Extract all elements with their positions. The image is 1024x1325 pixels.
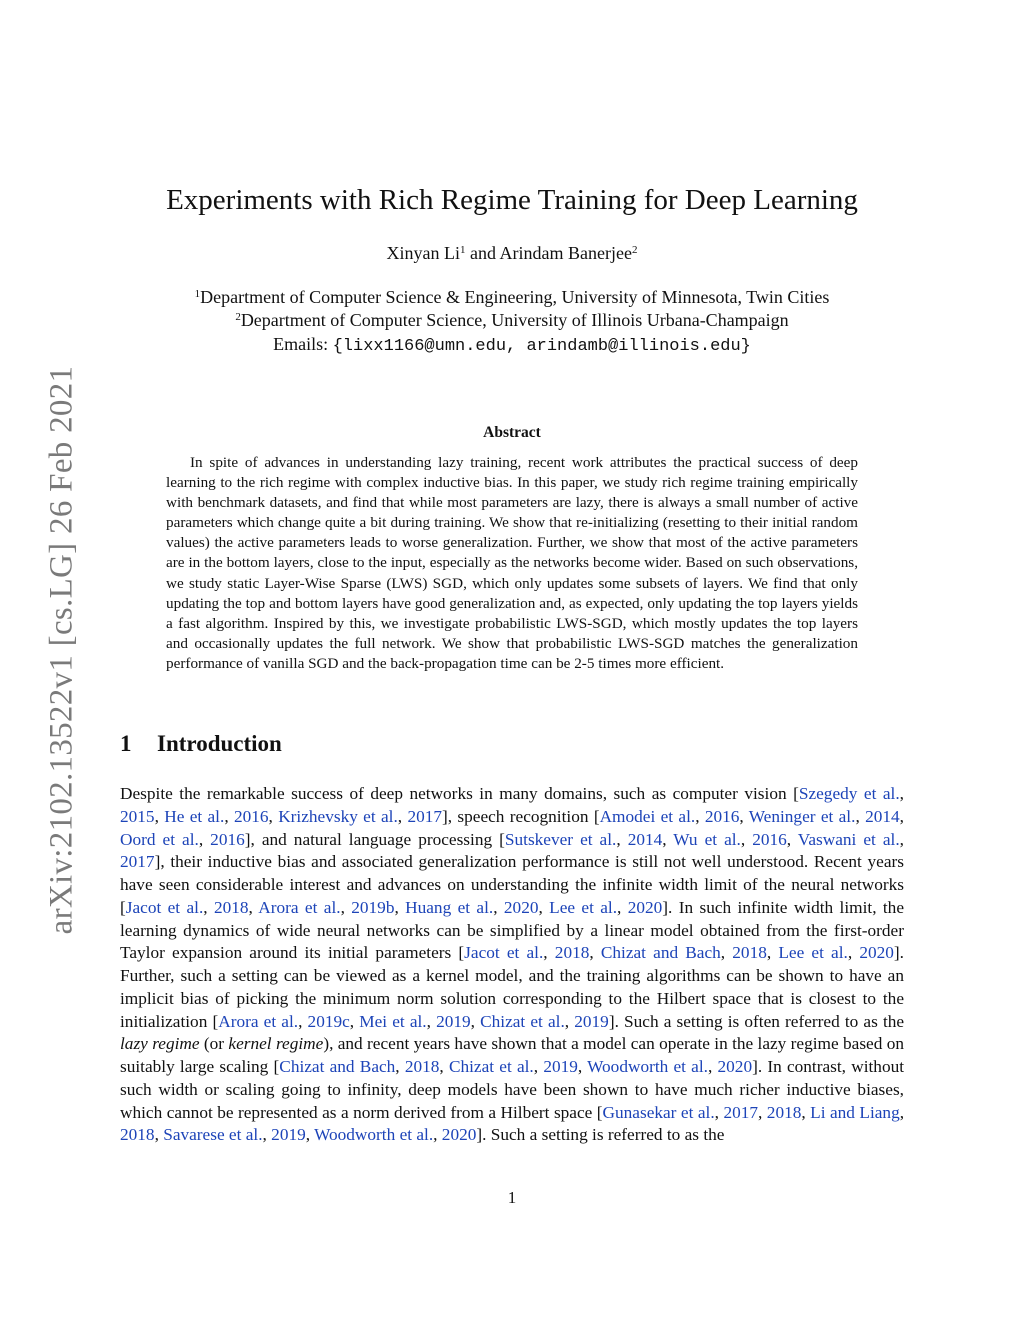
citation-link[interactable]: 2014	[627, 829, 663, 849]
body-text: Despite the remarkable success of deep networks in many domains, such as computer vision [	[120, 784, 799, 803]
affiliation-mark: 1	[460, 244, 466, 256]
emails-label: Emails:	[273, 334, 333, 354]
body-text: ,	[616, 829, 628, 849]
body-text: ,	[714, 1102, 724, 1122]
affiliation-2	[0, 310, 1024, 331]
body-text: ,	[695, 806, 705, 826]
body-text: ,	[899, 806, 904, 826]
body-text: (or	[199, 1034, 229, 1054]
citation-link[interactable]: Sutskever et al.	[504, 829, 617, 849]
citation-link[interactable]: Woodworth et al.	[314, 1125, 434, 1145]
citation-link[interactable]: 2018	[404, 1057, 440, 1076]
author-connector: and	[465, 243, 500, 263]
body-text: ,	[433, 1125, 442, 1145]
citation-link[interactable]: 2018	[732, 943, 767, 963]
body-text: ,	[426, 1011, 437, 1031]
introduction-paragraph	[120, 783, 904, 1147]
citation-link[interactable]: 2016	[233, 806, 269, 826]
citation-link[interactable]: 2014	[865, 806, 900, 826]
page-number: 1	[507, 1188, 517, 1207]
body-text: ,	[298, 1011, 308, 1031]
citation-link[interactable]: 2016	[210, 829, 245, 849]
affiliation-mark: 1	[194, 288, 201, 300]
citation-link[interactable]: 2019	[271, 1125, 306, 1145]
body-text: ,	[662, 829, 674, 849]
citation-link[interactable]: 2019c	[307, 1011, 350, 1031]
citation-link[interactable]: 2020	[503, 897, 539, 917]
citation-link[interactable]: Krizhevsky et al.	[278, 806, 398, 826]
body-text: ,	[801, 1102, 811, 1122]
citation-link[interactable]: Arora et al.	[258, 897, 341, 917]
abstract-heading: Abstract	[483, 424, 541, 441]
body-text: ,	[397, 806, 408, 826]
body-text: ,	[538, 897, 550, 917]
body-text: ,	[899, 829, 904, 849]
body-text: ,	[739, 806, 749, 826]
body-text: ,	[224, 806, 234, 826]
body-text: ], and natural language processing [	[244, 829, 505, 849]
citation-link[interactable]: Chizat et al.	[448, 1057, 534, 1076]
author-name: Xinyan Li	[386, 243, 461, 263]
citation-link[interactable]: 2016	[704, 806, 740, 826]
body-text: ,	[262, 1125, 272, 1145]
author-name: Arindam Banerjee	[499, 243, 632, 263]
body-text: ]. In contrast, without such width or scaling going to infinity, deep models have been shown to have much richer inductive biases, which cannot be represented as a norm derived from a Hilbert space [	[120, 1057, 905, 1122]
body-text: ,	[470, 1011, 481, 1031]
citation-link[interactable]: 2019	[574, 1011, 609, 1031]
citation-link[interactable]: 2020	[717, 1057, 753, 1076]
body-text: ), and recent years have shown that a model can operate in the lazy regime based on suitably large scaling [	[120, 1034, 904, 1076]
affiliation-mark: 2	[235, 311, 241, 323]
section-number: 1	[120, 731, 132, 756]
body-text: ]. In such infinite width limit, the learning dynamics of wide neural networks can be simplified by a linear model obtained from the first-order Taylor expansion around its initial parameters [	[120, 897, 904, 963]
body-text: ,	[855, 806, 866, 826]
body-text: ,	[439, 1057, 449, 1076]
body-text: ,	[305, 1125, 315, 1145]
body-text: ,	[198, 829, 211, 849]
citation-link[interactable]: Woodworth et al.	[587, 1057, 708, 1076]
citation-link[interactable]: 2018	[213, 897, 249, 917]
body-text: ,	[543, 943, 555, 963]
affiliation-1	[0, 287, 1024, 308]
citation-link[interactable]: 2020	[859, 943, 894, 963]
citation-link[interactable]: Lee et al.	[778, 943, 848, 963]
citation-link[interactable]: Oord et al.	[120, 829, 199, 849]
citation-link[interactable]: 2020	[627, 897, 663, 917]
citation-link[interactable]: Jacot et al.	[125, 897, 204, 917]
section-heading	[120, 731, 282, 757]
body-text: ,	[248, 897, 259, 917]
affiliation-text: Department of Computer Science, University of Illinois Urbana-Champaign	[240, 310, 789, 330]
citation-link[interactable]: 2019b	[351, 897, 395, 917]
citation-link[interactable]: Wu et al.	[673, 829, 741, 849]
abstract-text: In spite of advances in understanding lazy training, recent work attributes the practical success of deep learning to the rich regime with complex inductive bias. In this paper, we study rich regime training empirically with benchmark datasets, and find that while most parameters are lazy, there is always a small number of active parameters which change quite a bit during training. We show that re-initializing (resetting to their initial random values) the active parameters leads to worse generalization. Further, we show that most of the active parameters are in the bottom layers, close to the input, especially as the networks become wider. Based on such observations, we study static Layer-Wise Sparse (LWS) SGD, which only updates some subsets of layers. We find that only updating the top and bottom layers have good generalization and, as expected, only updating the top layers yields a fast algorithm. Inspired by this, we investigate probabilistic LWS-SGD, which mostly updates the top layers and occasionally updates the full network. We show that probabilistic LWS-SGD matches the generalization performance of vanilla SGD and the back-propagation time can be 2-5 times more efficient.	[166, 454, 858, 672]
body-text: ,	[740, 829, 753, 849]
body-text: ,	[349, 1011, 360, 1031]
affiliation-mark: 2	[631, 244, 638, 256]
body-text: ,	[758, 1102, 767, 1122]
citation-link[interactable]: 2017	[723, 1102, 758, 1122]
body-text: ,	[154, 806, 165, 826]
body-text: ,	[720, 943, 733, 963]
citation-link[interactable]: Chizat and Bach	[600, 943, 721, 963]
body-text: ,	[589, 943, 601, 963]
citation-link[interactable]: Savarese et al.	[163, 1125, 263, 1145]
section-title: Introduction	[157, 731, 282, 756]
paper-title: Experiments with Rich Regime Training for Deep Learning	[166, 184, 858, 216]
citation-link[interactable]: Mei et al.	[359, 1011, 427, 1031]
body-text: ], speech recognition [	[442, 806, 600, 826]
body-text: ,	[617, 897, 628, 917]
body-text: ]. Further, such a setting can be viewed as a kernel model, and the training algorithms can be shown to have an implicit bias of picking the minimum norm solution corresponding to the Hilbert space that is closest to the initialization [	[120, 943, 904, 1031]
citation-link[interactable]: 2018	[120, 1125, 155, 1145]
body-text: ,	[493, 897, 504, 917]
body-text: ,	[899, 784, 904, 803]
arxiv-identifier-stamp: arXiv:2102.13522v1 [cs.LG] 26 Feb 2021	[43, 365, 80, 935]
body-text: ,	[707, 1057, 718, 1076]
author-line	[0, 243, 1024, 264]
body-text: ,	[577, 1057, 588, 1076]
body-text: ,	[847, 943, 860, 963]
citation-link[interactable]: 2020	[441, 1125, 477, 1145]
citation-link[interactable]: Szegedy et al.	[798, 784, 900, 803]
citation-link[interactable]: 2019	[543, 1057, 578, 1076]
emails-line	[0, 334, 1024, 356]
body-text: ,	[154, 1125, 164, 1145]
body-text: ,	[786, 829, 798, 849]
body-text: ,	[564, 1011, 575, 1031]
citation-link[interactable]: 2018	[554, 943, 590, 963]
emphasized-term: lazy regime	[120, 1034, 200, 1054]
body-text: ,	[203, 897, 214, 917]
citation-link[interactable]: Weninger et al.	[748, 806, 856, 826]
citation-link[interactable]: Amodei et al.	[599, 806, 696, 826]
emails-value: {lixx1166@umn.edu, arindamb@illinois.edu}	[332, 337, 751, 356]
emphasized-term: kernel regime	[228, 1034, 324, 1054]
citation-link[interactable]: 2017	[407, 806, 443, 826]
citation-link[interactable]: Lee et al.	[549, 897, 618, 917]
citation-link[interactable]: Arora et al.	[218, 1011, 299, 1031]
body-text: ,	[395, 1057, 405, 1076]
citation-link[interactable]: 2019	[436, 1011, 471, 1031]
citation-link[interactable]: Chizat et al.	[480, 1011, 565, 1031]
citation-link[interactable]: 2018	[766, 1102, 802, 1122]
citation-link[interactable]: 2017	[120, 852, 155, 872]
body-text: ,	[533, 1057, 544, 1076]
citation-link[interactable]: Gunasekar et al.	[602, 1102, 715, 1122]
citation-link[interactable]: He et al.	[164, 806, 225, 826]
body-text: ]. Such a setting is referred to as the	[476, 1125, 725, 1145]
citation-link[interactable]: 2016	[752, 829, 787, 849]
citation-link[interactable]: Huang et al.	[405, 897, 494, 917]
body-text: ,	[268, 806, 279, 826]
citation-link[interactable]: Vaswani et al.	[797, 829, 900, 849]
body-text: ,	[766, 943, 779, 963]
body-text: ]. Such a setting is often referred to as the	[608, 1011, 905, 1031]
citation-link[interactable]: Chizat and Bach	[279, 1057, 396, 1076]
citation-link[interactable]: Li and Liang	[810, 1102, 900, 1122]
affiliation-text: Department of Computer Science & Engineering, University of Minnesota, Twin Cities	[200, 287, 830, 307]
citation-link[interactable]: 2015	[120, 806, 155, 826]
body-text: ,	[340, 897, 352, 917]
body-text: ], their inductive bias and associated generalization performance is still not well understood. Recent years have seen considerable interest and advances on understanding the infinite width limit of the neural networks [	[120, 852, 904, 917]
body-text: ,	[394, 897, 406, 917]
body-text: ,	[899, 1102, 905, 1122]
citation-link[interactable]: Jacot et al.	[464, 943, 544, 963]
